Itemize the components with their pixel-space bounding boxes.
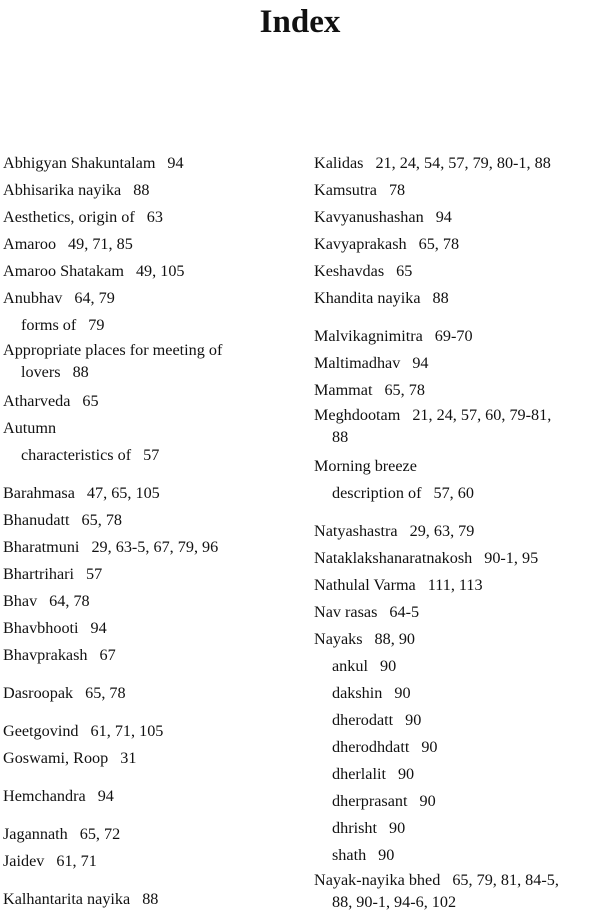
index-subentry	[314, 761, 598, 788]
index-term: Jagannath	[3, 825, 68, 843]
index-pages: 69-70	[434, 327, 473, 345]
index-subentry	[314, 734, 598, 761]
index-pages: 88	[142, 890, 159, 908]
index-term: Amaroo	[3, 235, 57, 253]
index-entry	[314, 258, 598, 285]
index-term: Bhav	[3, 592, 38, 610]
index-term: Appropriate places for meeting of	[3, 341, 223, 359]
index-entry	[314, 545, 598, 572]
index-entry	[314, 599, 598, 626]
index-pages: 111, 113	[427, 576, 483, 594]
index-subentry	[314, 480, 598, 507]
index-entry	[3, 177, 299, 204]
index-pages: 94	[435, 208, 452, 226]
index-pages: 88	[72, 363, 89, 381]
index-pages: 65	[82, 392, 99, 410]
index-term: Nayak-nayika bhed	[314, 871, 441, 889]
index-subentry	[3, 312, 299, 339]
index-entry	[314, 285, 598, 312]
index-entry	[3, 783, 299, 810]
index-column-right	[314, 150, 598, 918]
index-entry	[314, 323, 598, 350]
index-pages-continued: 88, 90-1, 94-6, 102	[332, 893, 457, 911]
index-term: dherodatt	[332, 711, 394, 729]
index-term: Meghdootam	[314, 406, 401, 424]
index-entry	[3, 561, 299, 588]
index-subentry	[3, 442, 299, 469]
index-pages: 65, 79, 81, 84-5,	[452, 871, 559, 889]
index-pages: 61, 71, 105	[90, 722, 164, 740]
index-pages: 94	[97, 787, 114, 805]
index-pages: 31	[120, 749, 137, 767]
index-pages: 90	[419, 792, 436, 810]
index-entry	[3, 615, 299, 642]
index-entry	[3, 848, 299, 875]
index-entry	[314, 572, 598, 599]
index-term: Dasroopak	[3, 684, 74, 702]
index-pages: 29, 63-5, 67, 79, 96	[91, 538, 219, 556]
index-term: Mammat	[314, 381, 373, 399]
index-entry	[3, 285, 299, 312]
index-pages: 49, 71, 85	[68, 235, 133, 253]
index-pages: 65, 78	[418, 235, 460, 253]
index-pages: 63	[146, 208, 163, 226]
index-entry	[3, 745, 299, 772]
index-term: description of	[332, 484, 422, 502]
index-pages: 64-5	[389, 603, 420, 621]
index-term: dherlalit	[332, 765, 386, 783]
index-term: Khandita nayika	[314, 289, 421, 307]
index-pages: 65, 78	[384, 381, 425, 399]
index-pages: 64, 78	[49, 592, 90, 610]
index-term: Jaidev	[3, 852, 45, 870]
index-entry	[3, 886, 299, 913]
index-term: Bhartrihari	[3, 565, 75, 583]
index-subentry	[314, 707, 598, 734]
index-term-continued: lovers	[21, 363, 61, 381]
index-term: Kalhantarita nayika	[3, 890, 131, 908]
index-term: Kamsutra	[314, 181, 377, 199]
index-subentry	[314, 842, 598, 869]
index-pages: 65	[396, 262, 413, 280]
index-term: dherodhdatt	[332, 738, 410, 756]
index-pages: 88	[432, 289, 449, 307]
index-subentry	[314, 788, 598, 815]
index-entry	[314, 518, 598, 545]
index-entry	[3, 642, 299, 669]
index-subentry	[314, 680, 598, 707]
index-pages: 90-1, 95	[484, 549, 539, 567]
index-pages-continued: 88	[332, 428, 349, 446]
index-pages: 90	[405, 711, 422, 729]
index-column-left	[3, 150, 299, 913]
index-entry	[3, 680, 299, 707]
index-entry	[3, 588, 299, 615]
index-term: Maltimadhav	[314, 354, 401, 372]
index-term: Kavyaprakash	[314, 235, 407, 253]
index-entry	[314, 150, 598, 177]
index-pages: 94	[167, 154, 184, 172]
index-pages: 94	[412, 354, 429, 372]
index-pages: 57	[143, 446, 160, 464]
index-pages: 90	[378, 846, 395, 864]
index-subentry	[314, 815, 598, 842]
index-entry	[314, 869, 598, 918]
index-term: Abhisarika nayika	[3, 181, 122, 199]
index-term: Amaroo Shatakam	[3, 262, 124, 280]
index-pages: 57, 60	[433, 484, 474, 502]
page-title: Index	[259, 4, 341, 40]
index-entry	[3, 231, 299, 258]
index-entry	[314, 404, 598, 453]
index-term: Nav rasas	[314, 603, 378, 621]
index-pages: 65, 78	[81, 511, 123, 529]
index-entry	[314, 453, 598, 480]
index-pages: 90	[379, 657, 397, 675]
index-term: Morning breeze	[314, 457, 417, 475]
index-term: forms of	[21, 316, 77, 334]
index-pages: 88, 90	[374, 630, 416, 648]
index-entry	[314, 626, 598, 653]
index-term: Kavyanushashan	[314, 208, 424, 226]
index-pages: 88	[133, 181, 150, 199]
index-entry	[3, 480, 299, 507]
index-term: shath	[332, 846, 367, 864]
index-pages: 49, 105	[135, 262, 185, 280]
index-pages: 65, 78	[85, 684, 126, 702]
index-entry	[3, 507, 299, 534]
index-pages: 61, 71	[56, 852, 97, 870]
index-term: Hemchandra	[3, 787, 86, 805]
index-pages: 94	[90, 619, 107, 637]
index-term: Geetgovind	[3, 722, 79, 740]
index-pages: 29, 63, 79	[409, 522, 475, 540]
index-term: Aesthetics, origin of	[3, 208, 135, 226]
index-entry	[3, 150, 299, 177]
index-term: Goswami, Roop	[3, 749, 109, 767]
index-term: Anubhav	[3, 289, 63, 307]
index-entry	[3, 258, 299, 285]
index-term: Bhanudatt	[3, 511, 70, 529]
index-entry	[3, 388, 299, 415]
index-entry	[3, 204, 299, 231]
index-term: Nathulal Varma	[314, 576, 416, 594]
index-term: Kalidas	[314, 154, 364, 172]
index-term: Bhavprakash	[3, 646, 88, 664]
index-term: Autumn	[3, 419, 57, 437]
index-pages: 90	[421, 738, 438, 756]
index-entry	[3, 718, 299, 745]
index-pages: 21, 24, 57, 60, 79-81,	[412, 406, 552, 424]
index-entry	[3, 821, 299, 848]
index-pages: 67	[99, 646, 116, 664]
index-term: Nataklakshanaratnakosh	[314, 549, 473, 567]
index-entry	[314, 377, 598, 404]
index-term: Bharatmuni	[3, 538, 80, 556]
index-entry	[3, 534, 299, 561]
index-term: Atharveda	[3, 392, 71, 410]
index-term: dakshin	[332, 684, 383, 702]
index-pages: 57	[86, 565, 103, 583]
index-term: Natyashastra	[314, 522, 398, 540]
index-entry	[3, 339, 299, 388]
index-pages: 79	[88, 316, 105, 334]
index-term: Barahmasa	[3, 484, 75, 502]
index-pages: 90	[394, 684, 411, 702]
index-pages: 90	[388, 819, 406, 837]
index-term: characteristics of	[21, 446, 132, 464]
index-entry	[3, 415, 299, 442]
index-subentry	[314, 653, 598, 680]
index-term: dhrisht	[332, 819, 377, 837]
index-pages: 90	[397, 765, 415, 783]
index-entry	[314, 350, 598, 377]
index-entry	[314, 177, 598, 204]
index-pages: 21, 24, 54, 57, 79, 80-1, 88	[375, 154, 551, 172]
index-pages: 64, 79	[74, 289, 115, 307]
index-pages: 78	[388, 181, 406, 199]
index-term: Keshavdas	[314, 262, 385, 280]
index-term: Bhavbhooti	[3, 619, 79, 637]
index-entry	[314, 204, 598, 231]
index-term: ankul	[332, 657, 368, 675]
index-term: Nayaks	[314, 630, 363, 648]
index-pages: 47, 65, 105	[86, 484, 160, 502]
index-term: Abhigyan Shakuntalam	[3, 154, 156, 172]
index-term: dherprasant	[332, 792, 408, 810]
index-entry	[314, 231, 598, 258]
index-pages: 65, 72	[79, 825, 121, 843]
index-term: Malvikagnimitra	[314, 327, 423, 345]
